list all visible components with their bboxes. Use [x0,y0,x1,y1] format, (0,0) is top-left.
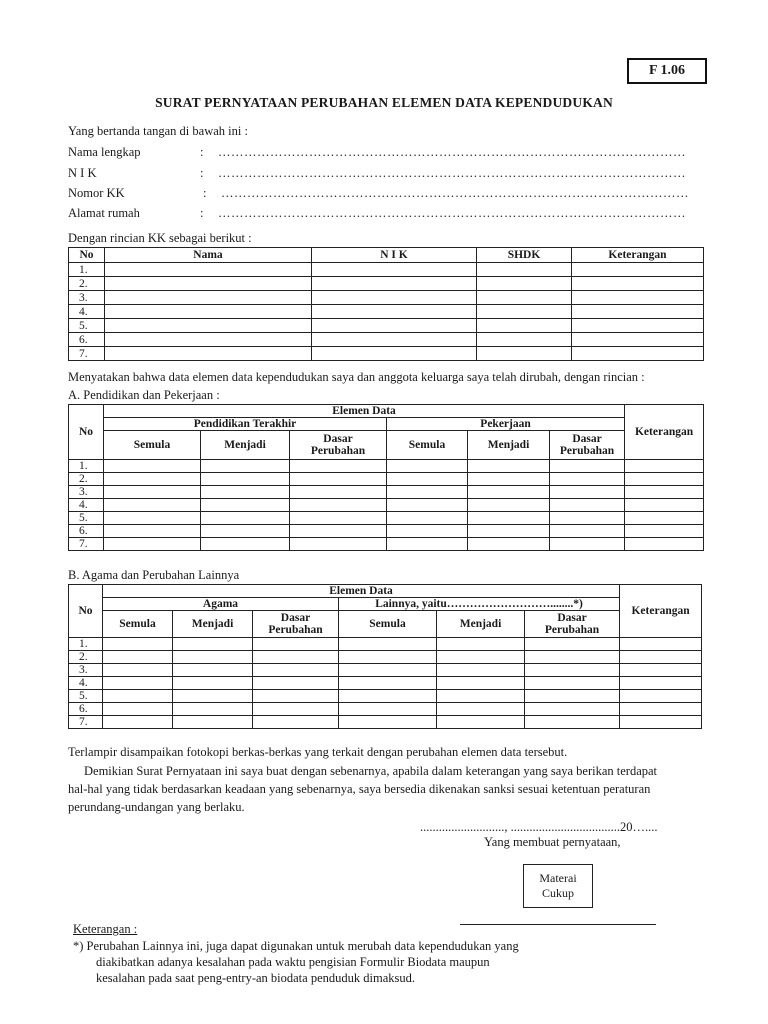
table-cell[interactable] [339,651,437,664]
table-row [69,305,704,319]
table-cell[interactable] [477,319,572,333]
row-number: 2. [69,473,104,486]
table-cell[interactable] [339,638,437,651]
field-colon: : [200,145,204,159]
table-cell[interactable] [103,716,173,729]
table-cell[interactable] [550,538,625,551]
table-cell[interactable] [387,512,468,525]
table-cell[interactable] [339,703,437,716]
table-cell[interactable] [290,525,387,538]
kk-header-nik: N I K [312,248,477,263]
table-cell[interactable] [625,538,704,551]
b-header-semula: Semula [103,611,173,638]
row-number: 1. [69,638,103,651]
table-cell[interactable] [339,690,437,703]
table-cell[interactable] [620,638,702,651]
table-cell[interactable] [625,525,704,538]
a-header-dasar [290,431,387,460]
table-row [69,690,702,703]
row-number: 7. [69,716,103,729]
signer-label: Yang membuat pernyataan, [484,835,621,849]
table-cell[interactable] [339,664,437,677]
table-cell[interactable] [572,319,704,333]
table-cell[interactable] [550,486,625,499]
statement-text: Menyatakan bahwa data elemen data kependudukan saya dan anggota keluarga saya telah dirubah, dengan rincian : [68,370,645,384]
attached-text: Terlampir disampaikan fotokopi berkas-berkas yang terkait dengan perubahan elemen data tersebut. [68,745,568,759]
table-cell[interactable] [437,664,525,677]
section-a-title: A. Pendidikan dan Pekerjaan : [68,388,220,402]
field-label-kk: Nomor KK [68,186,125,200]
table-cell[interactable] [625,499,704,512]
table-cell[interactable] [468,538,550,551]
row-number: 1. [69,460,104,473]
a-header-elemen: Elemen Data [104,405,625,418]
row-number: 5. [69,319,105,333]
table-cell[interactable] [312,333,477,347]
date-line[interactable]: ..........................., ...................................20….... [420,820,658,834]
table-cell[interactable] [103,690,173,703]
a-header-dasar-line2: Perubahan [559,445,615,457]
table-cell[interactable] [620,664,702,677]
table-row [69,525,704,538]
b-header-dasar [525,611,620,638]
table-cell[interactable] [625,473,704,486]
table-cell[interactable] [290,512,387,525]
table-cell[interactable] [572,333,704,347]
table-cell[interactable] [525,716,620,729]
notes-line-1: *) Perubahan Lainnya ini, juga dapat digunakan untuk merubah data kependudukan yang [73,939,519,953]
row-number: 6. [69,703,103,716]
table-cell[interactable] [525,664,620,677]
table-cell[interactable] [468,512,550,525]
b-header-lainnya: Lainnya, yaitu………………………........*) [339,598,620,611]
table-cell[interactable] [105,263,312,277]
table-cell[interactable] [290,499,387,512]
table-cell[interactable] [104,473,201,486]
b-header-dasar-line1: Dasar [557,612,587,624]
table-cell[interactable] [253,703,339,716]
table-row [69,277,704,291]
table-cell[interactable] [620,716,702,729]
table-cell[interactable] [525,677,620,690]
b-header-dasar-line1: Dasar [280,612,311,624]
table-cell[interactable] [312,291,477,305]
table-cell[interactable] [290,486,387,499]
table-cell[interactable] [253,716,339,729]
table-cell[interactable] [103,651,173,664]
a-header-no: No [69,405,104,460]
a-header-dasar-line1: Dasar [323,433,353,445]
table-cell[interactable] [468,525,550,538]
table-cell[interactable] [201,499,290,512]
table-cell[interactable] [312,347,477,361]
table-row [69,291,704,305]
kk-header-keterangan: Keterangan [572,248,704,263]
table-cell[interactable] [104,499,201,512]
field-label-nama: Nama lengkap [68,145,141,159]
table-cell[interactable] [103,677,173,690]
table-cell[interactable] [572,305,704,319]
table-row [69,651,702,664]
table-cell[interactable] [105,347,312,361]
row-number: 4. [69,677,103,690]
table-row [69,499,704,512]
section-a-table [68,404,704,551]
table-cell[interactable] [477,277,572,291]
table-cell[interactable] [105,291,312,305]
row-number: 6. [69,525,104,538]
table-cell[interactable] [620,651,702,664]
row-number: 3. [69,664,103,677]
table-cell[interactable] [103,638,173,651]
table-cell[interactable] [312,263,477,277]
a-header-menjadi: Menjadi [201,431,290,460]
table-cell[interactable] [477,305,572,319]
table-cell[interactable] [477,291,572,305]
row-number: 5. [69,512,104,525]
signature-line[interactable] [460,924,656,925]
table-cell[interactable] [253,638,339,651]
a-header-menjadi: Menjadi [468,431,550,460]
table-cell[interactable] [468,499,550,512]
table-cell[interactable] [387,486,468,499]
table-cell[interactable] [625,512,704,525]
table-cell[interactable] [620,690,702,703]
table-cell[interactable] [525,638,620,651]
table-cell[interactable] [253,690,339,703]
b-header-no: No [69,585,103,638]
table-cell[interactable] [625,486,704,499]
kk-header-nama: Nama [105,248,312,263]
table-cell[interactable] [312,305,477,319]
table-cell[interactable] [477,333,572,347]
field-input-nama[interactable]: ……………………………………………………………………………………………… [218,145,686,159]
row-number: 3. [69,486,104,499]
table-cell[interactable] [201,512,290,525]
table-cell[interactable] [173,703,253,716]
table-cell[interactable] [253,651,339,664]
form-code-box: F 1.06 [627,58,707,84]
row-number: 4. [69,305,105,319]
table-cell[interactable] [550,499,625,512]
field-input-alamat[interactable]: ……………………………………………………………………………………………… [218,206,686,220]
table-cell[interactable] [105,277,312,291]
table-cell[interactable] [525,690,620,703]
table-cell[interactable] [387,525,468,538]
notes-line-3: kesalahan pada saat peng-entry-an biodata penduduk dimaksud. [96,971,415,985]
table-cell[interactable] [201,473,290,486]
b-header-dasar-line2: Perubahan [544,624,600,636]
table-cell[interactable] [550,460,625,473]
table-cell[interactable] [201,525,290,538]
table-cell[interactable] [437,651,525,664]
field-colon: : [200,166,204,180]
a-header-pekerjaan: Pekerjaan [387,418,625,431]
materai-line-2: Cukup [541,886,574,900]
table-cell[interactable] [620,677,702,690]
a-header-semula: Semula [104,431,201,460]
table-cell[interactable] [253,664,339,677]
table-cell[interactable] [468,473,550,486]
table-cell[interactable] [525,651,620,664]
field-input-kk[interactable]: ……………………………………………………………………………………………… [221,186,689,200]
table-cell[interactable] [387,538,468,551]
table-cell[interactable] [572,277,704,291]
table-cell[interactable] [387,460,468,473]
table-cell[interactable] [625,460,704,473]
row-number: 2. [69,651,103,664]
table-cell[interactable] [290,538,387,551]
field-colon: : [203,186,207,200]
a-header-pendidikan: Pendidikan Terakhir [104,418,387,431]
field-label-alamat: Alamat rumah [68,206,140,220]
table-cell[interactable] [103,664,173,677]
table-cell[interactable] [104,460,201,473]
field-input-nik[interactable]: ……………………………………………………………………………………………… [218,166,686,180]
closing-line-2: hal-hal yang tidak berdasarkan keadaan yang sebenarnya, saya bersedia dikenakan sanksi sesuai ketentuan peraturan [68,782,651,796]
row-number: 1. [69,263,105,277]
page-title: SURAT PERNYATAAN PERUBAHAN ELEMEN DATA KEPENDUDUKAN [155,95,613,110]
a-header-semula: Semula [387,431,468,460]
table-cell[interactable] [201,486,290,499]
materai-line-1: Materai [539,871,577,885]
kk-intro-text: Dengan rincian KK sebagai berikut : [68,231,252,245]
row-number: 5. [69,690,103,703]
row-number: 2. [69,277,105,291]
row-number: 7. [69,347,105,361]
table-cell[interactable] [525,703,620,716]
table-cell[interactable] [572,347,704,361]
table-cell[interactable] [339,677,437,690]
table-row [69,512,704,525]
table-cell[interactable] [104,538,201,551]
table-cell[interactable] [550,512,625,525]
section-b-table [68,584,702,729]
table-cell[interactable] [104,525,201,538]
table-cell[interactable] [387,473,468,486]
b-header-keterangan: Keterangan [620,585,702,638]
table-cell[interactable] [468,460,550,473]
kk-header-no: No [69,248,105,263]
table-row [69,703,702,716]
section-b-title: B. Agama dan Perubahan Lainnya [68,568,240,582]
table-row [69,347,704,361]
a-header-dasar [550,431,625,460]
table-cell[interactable] [290,460,387,473]
closing-line-1: Demikian Surat Pernyataan ini saya buat dengan sebenarnya, apabila dalam keterangan yang saya berikan terdapat [84,764,658,778]
kk-header-shdk: SHDK [477,248,572,263]
b-header-semula: Semula [339,611,437,638]
b-header-elemen: Elemen Data [103,585,620,598]
table-row [69,333,704,347]
notes-line-2: diakibatkan adanya kesalahan pada waktu pengisian Formulir Biodata maupun [96,955,490,969]
table-cell[interactable] [201,460,290,473]
table-cell[interactable] [339,716,437,729]
table-cell[interactable] [173,651,253,664]
a-header-dasar-line2: Perubahan [310,445,366,457]
table-cell[interactable] [387,499,468,512]
intro-text: Yang bertanda tangan di bawah ini : [68,124,248,138]
table-row [69,486,704,499]
table-row [69,677,702,690]
table-cell[interactable] [104,512,201,525]
table-cell[interactable] [437,638,525,651]
table-row [69,664,702,677]
row-number: 4. [69,499,104,512]
table-cell[interactable] [105,305,312,319]
a-header-dasar-line1: Dasar [572,433,602,445]
table-cell[interactable] [173,638,253,651]
table-cell[interactable] [173,690,253,703]
table-cell[interactable] [572,263,704,277]
table-cell[interactable] [477,263,572,277]
table-row [69,319,704,333]
table-row [69,538,704,551]
table-cell[interactable] [437,716,525,729]
table-cell[interactable] [104,486,201,499]
b-header-dasar-line2: Perubahan [268,624,323,636]
table-cell[interactable] [477,347,572,361]
table-cell[interactable] [290,473,387,486]
b-header-menjadi: Menjadi [437,611,525,638]
notes-heading: Keterangan : [73,922,138,936]
b-header-dasar [253,611,339,638]
table-cell[interactable] [103,703,173,716]
closing-line-3: perundang-undangan yang berlaku. [68,800,245,814]
table-cell[interactable] [620,703,702,716]
table-cell[interactable] [201,538,290,551]
materai-box [523,864,593,908]
row-number: 6. [69,333,105,347]
table-cell[interactable] [312,319,477,333]
table-cell[interactable] [173,716,253,729]
table-cell[interactable] [105,319,312,333]
table-cell[interactable] [572,291,704,305]
row-number: 7. [69,538,104,551]
table-cell[interactable] [312,277,477,291]
table-row [69,473,704,486]
field-label-nik: N I K [68,166,97,180]
row-number: 3. [69,291,105,305]
table-row [69,460,704,473]
table-cell[interactable] [253,677,339,690]
table-cell[interactable] [437,703,525,716]
b-header-menjadi: Menjadi [173,611,253,638]
table-cell[interactable] [173,677,253,690]
table-row [69,716,702,729]
table-cell[interactable] [550,473,625,486]
a-header-keterangan: Keterangan [625,405,704,460]
table-cell[interactable] [173,664,253,677]
table-cell[interactable] [437,677,525,690]
table-cell[interactable] [105,333,312,347]
table-cell[interactable] [437,690,525,703]
table-cell[interactable] [468,486,550,499]
table-row [69,638,702,651]
kk-table [68,247,704,361]
table-cell[interactable] [550,525,625,538]
b-header-agama: Agama [103,598,339,611]
field-colon: : [200,206,204,220]
table-row [69,263,704,277]
